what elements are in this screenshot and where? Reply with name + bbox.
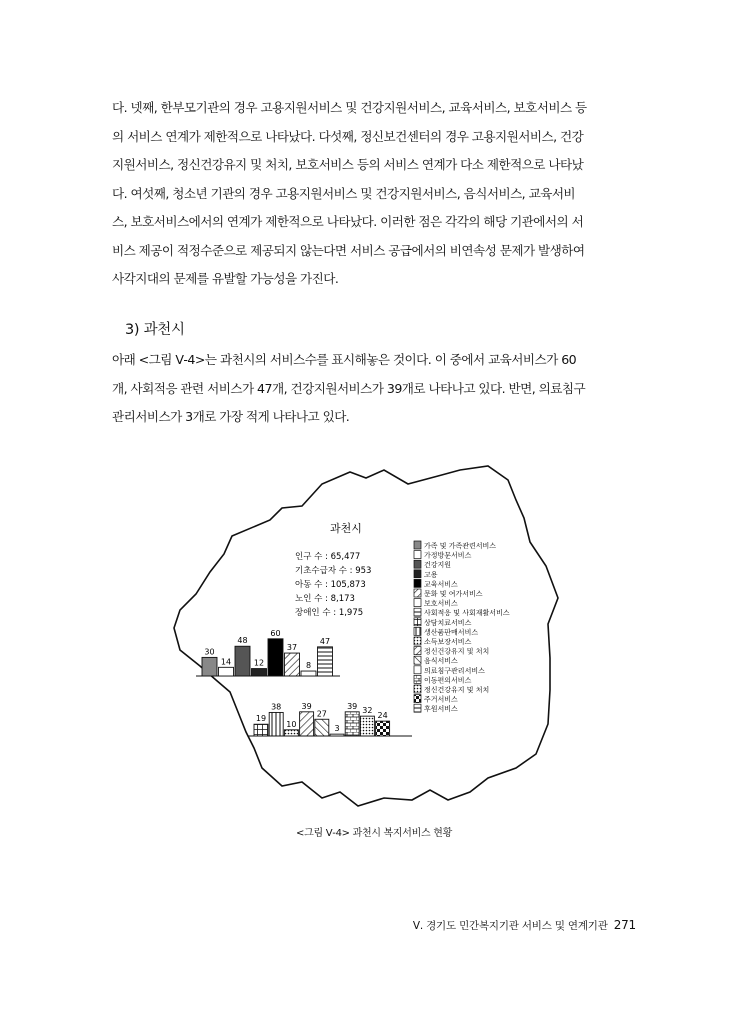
bar [268, 639, 283, 676]
legend-swatch [414, 627, 421, 635]
legend-swatch [414, 618, 421, 626]
bar [254, 724, 268, 736]
legend-label: 문화 및 여가서비스 [424, 590, 483, 598]
body-paragraph-1 [112, 94, 636, 294]
bar-value-label: 32 [362, 706, 373, 716]
text-line: 개, 사회적응 관련 서비스가 47개, 건강지원서비스가 39개로 나타나고 있다. 반면, 의료침구 [112, 380, 586, 396]
text-line: 아래 <그림 Ⅴ-4>는 과천시의 서비스수를 표시해놓은 것이다. 이 중에서 교육서비스가 60 [112, 352, 577, 367]
text-line: 비스 제공이 적정수준으로 제공되지 않는다면 서비스 공급에서의 비연속성 문제가 발생하여 [112, 242, 585, 258]
bar-value-label: 3 [334, 724, 340, 734]
legend-swatch [414, 685, 421, 693]
text-line: 의 서비스 연계가 제한적으로 나타났다. 다섯째, 정신보건센터의 경우 고용지원서비스, 건강 [112, 128, 584, 144]
text-line: 사각지대의 문제를 유발할 가능성을 가진다. [112, 271, 339, 286]
bar [330, 734, 344, 736]
legend-swatch [414, 560, 421, 568]
legend-label: 보호서비스 [424, 599, 458, 608]
legend-swatch [414, 656, 421, 664]
legend-swatch [414, 551, 421, 559]
bar [360, 716, 374, 736]
legend-label: 음식서비스 [424, 657, 458, 666]
bar-value-label: 39 [301, 701, 312, 711]
bar-value-label: 24 [377, 711, 388, 721]
page-number: 271 [613, 918, 636, 932]
legend-swatch [414, 589, 421, 597]
legend-label: 건강지원 [424, 561, 452, 570]
legend-label: 고용 [424, 570, 438, 579]
legend-label: 소득보장서비스 [424, 638, 472, 646]
bar-value-label: 27 [316, 709, 327, 719]
figure-caption: <그림 Ⅴ-4> 과천시 복지서비스 현황 [296, 828, 452, 839]
bar [235, 646, 250, 676]
section-heading: 3) 과천시 [125, 322, 185, 338]
legend-swatch [414, 704, 421, 712]
stat-line: 노인 수 : 8,173 [295, 594, 355, 604]
legend-swatch [414, 541, 421, 549]
text-line: 다. 여섯째, 청소년 기관의 경우 고용지원서비스 및 건강지원서비스, 음식서비스, 교육서비 [112, 185, 576, 201]
bar-value-label: 8 [305, 661, 312, 671]
bar [219, 667, 234, 676]
bar [300, 712, 314, 736]
text-line: 관리서비스가 3개로 가장 적게 나타나고 있다. [112, 409, 350, 424]
legend-swatch [414, 666, 421, 674]
legend-label: 이동편의서비스 [424, 676, 472, 685]
legend-label: 정신건강유지 및 처치 [424, 686, 490, 694]
legend-label: 사회적응 및 사회재활서비스 [424, 609, 510, 618]
bar-value-label: 60 [270, 628, 281, 638]
legend-label: 정신건강유지 및 처치 [424, 647, 490, 656]
population-stats [295, 551, 371, 618]
bar [285, 653, 300, 676]
legend-swatch [414, 675, 421, 683]
bar [318, 647, 333, 676]
legend-label: 의료침구관리서비스 [424, 666, 485, 675]
bar-value-label: 19 [255, 714, 267, 724]
bar-value-label: 37 [286, 643, 298, 653]
footer-section-title: Ⅴ. 경기도 민간복지기관 서비스 및 연계기관 [412, 920, 608, 932]
stat-line: 아동 수 : 105,873 [295, 580, 366, 590]
bar-value-label: 12 [253, 658, 265, 668]
legend-label: 생산품판매서비스 [424, 628, 479, 637]
legend-label: 주거서비스 [424, 695, 458, 704]
bar [284, 730, 298, 736]
bar [202, 657, 217, 676]
bar [252, 669, 267, 676]
bar [269, 712, 283, 736]
stat-line: 기초수급자 수 : 953 [295, 566, 372, 576]
bar [376, 721, 390, 736]
figure-welfare-services [170, 462, 560, 812]
bar-value-label: 14 [220, 657, 232, 667]
text-line: 다. 넷째, 한부모기관의 경우 고용지원서비스 및 건강지원서비스, 교육서비스, 보호서비스 등 [112, 100, 587, 115]
bar [345, 712, 359, 736]
legend-swatch [414, 570, 421, 578]
bar-value-label: 48 [237, 636, 248, 646]
text-line: 스, 보호서비스에서의 연계가 제한적으로 나타났다. 이러한 점은 각각의 해당 기관에서의 서 [112, 214, 584, 229]
bar-value-label: 47 [319, 636, 331, 646]
bar-value-label: 39 [347, 701, 358, 711]
legend-label: 가정방문서비스 [424, 551, 472, 560]
text-line: 지원서비스, 정신건강유지 및 처치, 보호서비스 등의 서비스 연계가 다소 제한적으로 나타났 [112, 157, 584, 172]
legend-swatch [414, 647, 421, 655]
bar [315, 719, 329, 736]
page-footer [413, 918, 636, 933]
city-outline-map [174, 466, 558, 806]
legend-label: 교육서비스 [424, 580, 458, 589]
legend-label: 가족 및 가족관련서비스 [424, 542, 497, 550]
legend-label: 상담치료서비스 [424, 618, 472, 627]
legend-swatch [414, 579, 421, 587]
figure-city-name: 과천시 [330, 522, 362, 535]
bar [301, 671, 316, 676]
bar-value-label: 38 [271, 702, 282, 712]
bar-value-label: 10 [286, 719, 297, 729]
body-paragraph-2 [112, 346, 636, 432]
legend-swatch [414, 695, 421, 703]
bar-value-label: 30 [204, 647, 215, 657]
legend-swatch [414, 599, 421, 607]
stat-line: 장애인 수 : 1,975 [295, 608, 364, 618]
legend-label: 후원서비스 [424, 705, 458, 714]
legend-swatch [414, 637, 421, 645]
legend-swatch [414, 608, 421, 616]
stat-line: 인구 수 : 65,477 [295, 552, 361, 562]
